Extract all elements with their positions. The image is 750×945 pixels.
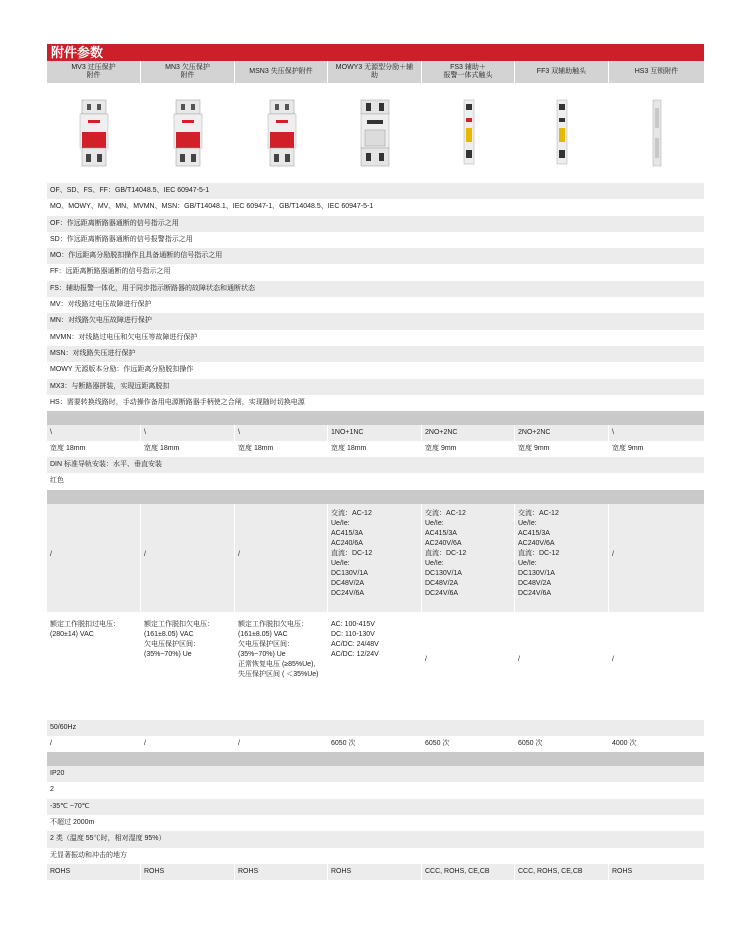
rating-cell: / (612, 550, 614, 558)
life-cell: 6050 次 (328, 736, 422, 752)
voltage-row (47, 612, 704, 720)
frequency-row: 50/60Hz (47, 720, 704, 736)
mv3-device-image (47, 83, 141, 183)
contacts-cell: \ (47, 425, 141, 441)
header-mn3: MN3 欠压保护 附件 (141, 61, 235, 83)
life-cell: 6050 次 (515, 736, 609, 752)
mowy3-device-image (328, 83, 422, 183)
env-row: 2 (47, 782, 704, 798)
section-divider (47, 411, 704, 425)
cert-cell: CCC, ROHS, CE,CB (515, 864, 609, 880)
header-hs3: HS3 互锁附件 (634, 68, 679, 75)
voltage-cell: 额定工作脱扣欠电压： (161±8.05) VAC 欠电压保护区间： (35%~70%) Ue (141, 612, 235, 720)
desc-row: HS：需要转换线路时，手动操作备用电源断路器手柄使之合闸，实现随时切换电源 (47, 395, 704, 411)
voltage-cell: / (515, 612, 609, 720)
width-cell: 宽度 18mm (47, 441, 141, 457)
life-cell: / (47, 736, 141, 752)
width-cell: 宽度 18mm (235, 441, 328, 457)
contacts-cell: \ (141, 425, 235, 441)
cert-cell: ROHS (47, 864, 141, 880)
desc-row: OF：作远距离断路器通断的信号指示之用 (47, 216, 704, 232)
env-row: IP20 (47, 766, 704, 782)
contacts-cell: 2NO+2NC (515, 425, 609, 441)
cert-cell: ROHS (612, 867, 633, 875)
rating-cell: 交流：AC-12 Ue/Ie: AC415/3A AC240V/6A 直流：DC-12 Ue/Ie: DC130V/1A DC48V/2A DC24V/6A (422, 504, 515, 612)
desc-row: MO、MOWY、MV、MN、MVMN、MSN：GB/T14048.1、IEC 60947-1、GB/T14048.5、IEC 60947-5-1 (47, 199, 704, 215)
ff3-device-image (515, 83, 609, 183)
desc-row: MV：对线路过电压故障进行保护 (47, 297, 704, 313)
section-divider (47, 490, 704, 504)
voltage-cell: AC: 100-415V DC: 110-130V AC/DC: 24/48V AC/DC: 12/24V (328, 612, 422, 720)
width-cell: 宽度 18mm (141, 441, 235, 457)
contacts-cell: 1NO+1NC (328, 425, 422, 441)
header-mowy3: MOWY3 无源型分励＋辅 助 (328, 61, 422, 83)
hs3-device-image (609, 83, 704, 183)
cert-cell: CCC, ROHS, CE,CB (422, 864, 515, 880)
section-title: 附件参数 (47, 44, 704, 61)
rating-cell: 交流：AC-12 Ue/Ie: AC415/3A AC240V/6A 直流：DC-12 Ue/Ie: DC130V/1A DC48V/2A DC24V/6A (515, 504, 609, 612)
header-row (47, 61, 704, 83)
fs3-device-image (422, 83, 515, 183)
msn3-device-image (235, 83, 328, 183)
env-row: -35℃ ~70℃ (47, 799, 704, 815)
contacts-cell: \ (612, 429, 614, 437)
desc-row: MN：对线路欠电压故障进行保护 (47, 313, 704, 329)
header-fs3: FS3 辅助＋ 报警一体式触头 (422, 61, 515, 83)
life-cell: / (141, 736, 235, 752)
contacts-row (47, 425, 704, 441)
life-cell: 6050 次 (422, 736, 515, 752)
rating-cell: / (47, 504, 141, 612)
voltage-cell: 额定工作脱扣欠电压： (161±8.05) VAC 欠电压保护区间： (35%~70%) Ue 正常恢复电压 (≥85%Ue), 失压保护区间 ( ＜35%Ue) (235, 612, 328, 720)
product-image-row (47, 83, 704, 183)
width-row (47, 441, 704, 457)
color-row: 红色 (47, 473, 704, 489)
cert-cell: ROHS (141, 864, 235, 880)
width-cell: 宽度 18mm (328, 441, 422, 457)
rating-row (47, 504, 704, 612)
header-mv3: MV3 过压保护 附件 (47, 61, 141, 83)
desc-row: OF、SD、FS、FF：GB/T14048.5、IEC 60947-5-1 (47, 183, 704, 199)
desc-row: MO：作远距离分励脱扣操作且具备通断的信号指示之用 (47, 248, 704, 264)
header-msn3: MSN3 失压保护附件 (235, 61, 328, 83)
desc-row: MOWY 无源版本分励：作远距离分励脱扣操作 (47, 362, 704, 378)
desc-row: MSN：对线路失压进行保护 (47, 346, 704, 362)
certification-row (47, 864, 704, 880)
mounting-row: DIN 标准导轨安装：水平、垂直安装 (47, 457, 704, 473)
desc-row: MVMN：对线路过电压和欠电压等故障进行保护 (47, 330, 704, 346)
desc-row: FS：辅助报警一体化，用于同步指示断路器的故障状态和通断状态 (47, 281, 704, 297)
contacts-cell: \ (235, 425, 328, 441)
life-row (47, 736, 704, 752)
rating-cell: 交流：AC-12 Ue/Ie: AC415/3A AC240/6A 直流：DC-12 Ue/Ie: DC130V/1A DC48V/2A DC24V/6A (328, 504, 422, 612)
environment-rows (47, 766, 704, 864)
rating-cell: / (141, 504, 235, 612)
voltage-cell: / (612, 655, 614, 663)
contacts-cell: 2NO+2NC (422, 425, 515, 441)
desc-row: FF：远距离断路器通断的信号指示之用 (47, 264, 704, 280)
mn3-device-image (141, 83, 235, 183)
env-row: 2 类（温度 55℃时，相对湿度 95%） (47, 831, 704, 847)
life-cell: 4000 次 (612, 740, 637, 748)
desc-row: MX3：与断路器拼装，实现远距离脱扣 (47, 379, 704, 395)
desc-row: SD：作远距离断路器通断的信号报警指示之用 (47, 232, 704, 248)
life-cell: / (235, 736, 328, 752)
width-cell: 宽度 9mm (515, 441, 609, 457)
voltage-cell: 额定工作脱扣过电压： (280±14) VAC (47, 612, 141, 720)
rating-cell: / (235, 504, 328, 612)
description-rows (47, 183, 704, 411)
section-divider (47, 752, 704, 766)
width-cell: 宽度 9mm (612, 445, 644, 453)
accessory-parameters-table (47, 44, 704, 880)
width-cell: 宽度 9mm (422, 441, 515, 457)
env-row: 不超过 2000m (47, 815, 704, 831)
env-row: 无显著振动和冲击的地方 (47, 848, 704, 864)
cert-cell: ROHS (235, 864, 328, 880)
header-ff3: FF3 双辅助触头 (515, 61, 609, 83)
cert-cell: ROHS (328, 864, 422, 880)
voltage-cell: / (422, 612, 515, 720)
